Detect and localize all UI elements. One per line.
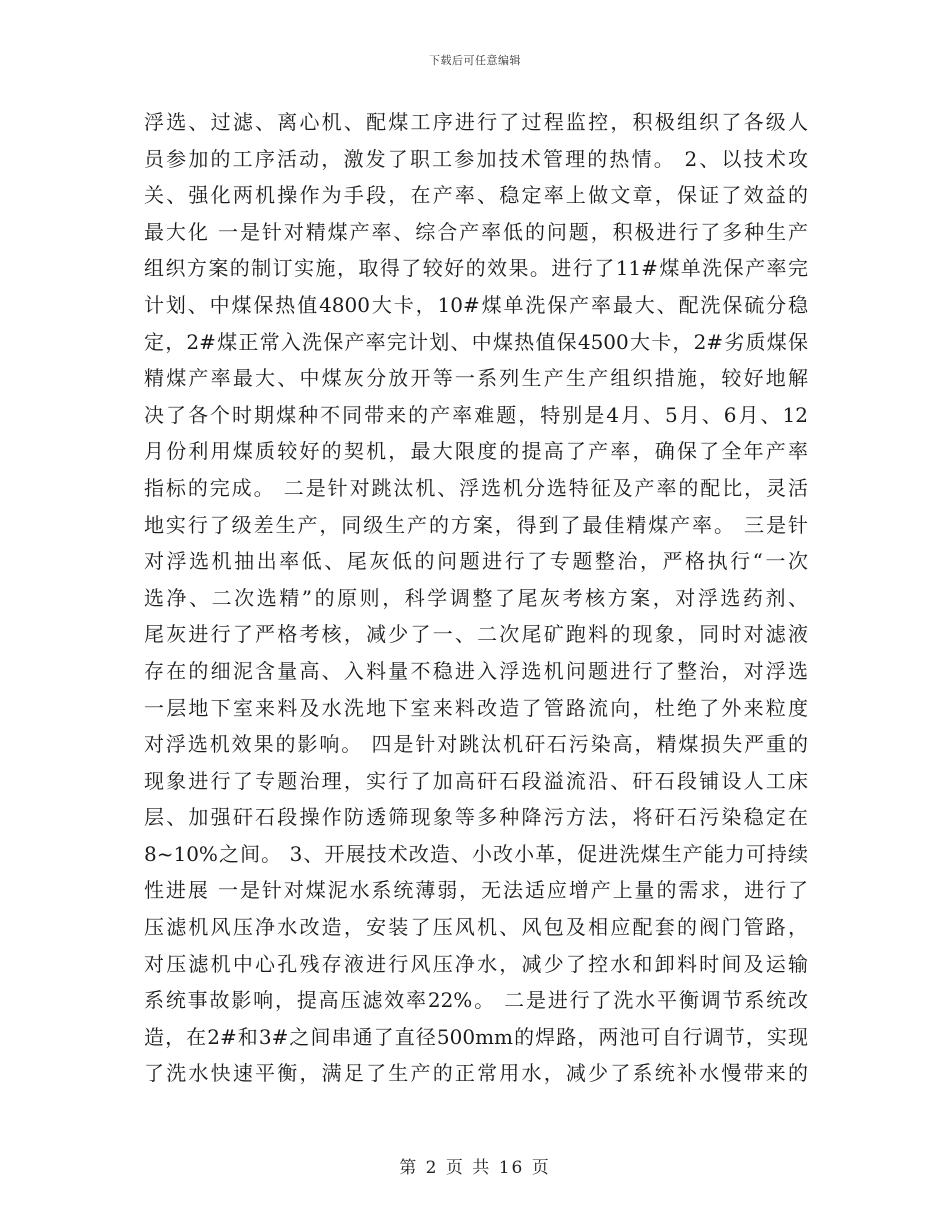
body-line: 计划、中煤保热值4800大卡，10#煤单洗保产率最大、配洗保硫分稳 xyxy=(144,292,808,317)
body-line: 员参加的工序活动，激发了职工参加技术管理的热情。 2、以技术攻 xyxy=(144,146,808,171)
body-line: 存在的细泥含量高、入料量不稳进入浮选机问题进行了整治，对浮选 xyxy=(144,658,808,683)
body-line: 指标的完成。 二是针对跳汰机、浮选机分选特征及产率的配比，灵活 xyxy=(144,475,808,500)
page-header: 下载后可任意编辑 xyxy=(429,54,521,67)
body-line: 精煤产率最大、中煤灰分放开等一系列生产生产组织措施，较好地解 xyxy=(144,366,808,391)
body-line: 系统事故影响，提高压滤效率22%。 二是进行了洗水平衡调节系统改 xyxy=(144,988,808,1013)
body-line: 最大化 一是针对精煤产率、综合产率低的问题，积极进行了多种生产 xyxy=(144,219,808,244)
body-line: 对浮选机抽出率低、尾灰低的问题进行了专题整治，严格执行“一次 xyxy=(144,549,808,574)
body-line: 浮选、过滤、离心机、配煤工序进行了过程监控，积极组织了各级人 xyxy=(144,110,808,134)
body-line: 选净、二次选精”的原则，科学调整了尾灰考核方案，对浮选药剂、 xyxy=(144,585,808,610)
body-line: 造，在2#和3#之间串通了直径500mm的焊路，两池可自行调节，实现 xyxy=(144,1024,808,1049)
page-footer: 第 2 页 共 16 页 xyxy=(399,1158,551,1178)
body-line: 地实行了级差生产，同级生产的方案，得到了最佳精煤产率。 三是针 xyxy=(144,512,808,537)
body-line: 8~10%之间。 3、开展技术改造、小改小革，促进洗煤生产能力可持续 xyxy=(144,841,808,866)
body-line: 层、加强矸石段操作防透筛现象等多种降污方法，将矸石污染稳定在 xyxy=(144,805,808,830)
body-line: 月份利用煤质较好的契机，最大限度的提高了产率，确保了全年产率 xyxy=(144,439,808,464)
body-line: 组织方案的制订实施，取得了较好的效果。进行了11#煤单洗保产率完 xyxy=(144,256,808,281)
body-line: 关、强化两机操作为手段，在产率、稳定率上做文章，保证了效益的 xyxy=(144,183,808,208)
body-line: 对压滤机中心孔残存液进行风压净水，减少了控水和卸料时间及运输 xyxy=(144,951,808,976)
body-line: 尾灰进行了严格考核，减少了一、二次尾矿跑料的现象，同时对滤液 xyxy=(144,622,808,647)
body-line: 决了各个时期煤种不同带来的产率难题，特别是4月、5月、6月、12 xyxy=(144,402,808,427)
body-text xyxy=(144,104,808,1092)
body-line: 性进展 一是针对煤泥水系统薄弱，无法适应增产上量的需求，进行了 xyxy=(144,878,808,903)
body-line: 压滤机风压净水改造，安装了压风机、风包及相应配套的阀门管路， xyxy=(144,915,808,940)
body-line: 对浮选机效果的影响。 四是针对跳汰机矸石污染高，精煤损失严重的 xyxy=(144,732,808,757)
body-line: 现象进行了专题治理，实行了加高矸石段溢流沿、矸石段铺设人工床 xyxy=(144,768,808,793)
body-line: 了洗水快速平衡，满足了生产的正常用水，减少了系统补水慢带来的 xyxy=(144,1061,808,1086)
body-line: 一层地下室来料及水洗地下室来料改造了管路流向，杜绝了外来粒度 xyxy=(144,695,808,720)
body-line: 定，2#煤正常入洗保产率完计划、中煤热值保4500大卡，2#劣质煤保 xyxy=(144,329,808,354)
